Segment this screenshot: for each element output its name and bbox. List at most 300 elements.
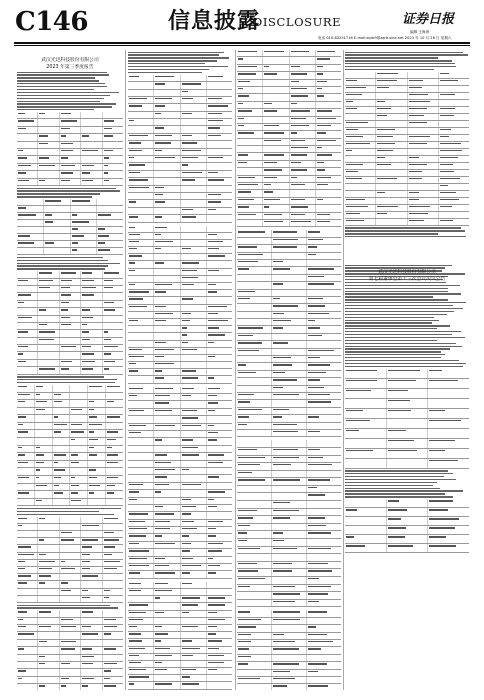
table-cell: [316, 190, 341, 196]
table-row: [128, 453, 232, 460]
table-cell: [60, 127, 81, 133]
table-cell: [81, 618, 102, 624]
table-cell: [60, 669, 81, 675]
table-cell: [103, 517, 123, 523]
table-cell: [81, 669, 102, 675]
table-cell: [307, 501, 341, 508]
table-cell: [60, 625, 81, 631]
table-cell: [154, 90, 180, 96]
table-row: [237, 72, 341, 79]
cell-text: [45, 214, 52, 215]
text-line: [17, 379, 117, 380]
cell-text: [273, 663, 299, 664]
text-line: [17, 193, 100, 194]
table-cell: [81, 279, 102, 285]
cell-text: [182, 91, 189, 92]
table-row: [237, 131, 341, 138]
table-cell: [272, 423, 307, 429]
cell-text: [291, 66, 300, 67]
table-cell: [17, 684, 38, 690]
company-name-1: 武汉光迅科技股份有限公司: [41, 58, 99, 63]
table-row: [128, 475, 232, 482]
table-row: [17, 164, 123, 171]
cell-text: [155, 402, 169, 403]
table-cell: [181, 82, 207, 88]
cell-text: [129, 157, 134, 158]
cell-text: [208, 633, 216, 634]
table-cell: [263, 117, 289, 123]
table-cell: [316, 124, 341, 130]
cell-text: [388, 430, 406, 431]
cell-text: [346, 390, 371, 391]
table-cell: [207, 534, 232, 540]
table-cell: [316, 87, 341, 93]
cell-text: [71, 500, 81, 501]
table-cell: [181, 387, 207, 393]
table-cell: [307, 662, 341, 668]
table-cell: [97, 220, 123, 226]
cell-text: [308, 685, 328, 686]
table-row: [128, 549, 232, 556]
table-cell: [307, 547, 341, 554]
table-cell: [181, 348, 207, 354]
cell-text: [82, 294, 94, 295]
cell-text: [291, 103, 297, 104]
cell-text: [107, 401, 113, 402]
contact-line: 电话 010-83251716 E-mail:zqrb9@zqrb.sina.net 2023 年 10 月 28 日 星期六: [318, 36, 452, 40]
table-row: [237, 190, 341, 197]
table-cell: [103, 531, 123, 537]
table-cell: [154, 119, 180, 125]
cell-text: [208, 320, 228, 321]
cell-text: [273, 619, 300, 620]
text-line: [345, 293, 461, 294]
table-cell: [60, 610, 81, 616]
table-cell: [307, 275, 341, 281]
cell-text: [317, 199, 323, 200]
cell-text: [346, 150, 352, 151]
table-cell: [207, 369, 232, 375]
table-cell: [128, 261, 154, 267]
cell-text: [107, 462, 117, 463]
table-cell: [290, 131, 316, 137]
table-cell: [237, 80, 263, 86]
table-cell: [345, 219, 376, 225]
table-cell: [128, 490, 154, 496]
table-cell: [207, 348, 232, 354]
cell-text: [155, 506, 163, 507]
table-cell: [181, 557, 207, 563]
table-row: [128, 438, 232, 445]
table-cell: [81, 360, 102, 366]
cell-text: [82, 656, 94, 657]
table-row: [345, 100, 469, 107]
table-row: [237, 677, 341, 684]
cell-text: [61, 346, 76, 347]
table-cell: [237, 50, 263, 56]
cell-text: [104, 678, 111, 679]
table-cell: [97, 234, 123, 240]
table-cell: [237, 531, 272, 538]
cell-text: [409, 164, 427, 165]
table-cell: [106, 446, 123, 453]
table-cell: [439, 114, 469, 120]
table-row: [17, 415, 123, 423]
table-cell: [290, 213, 316, 219]
cell-text: [18, 525, 22, 526]
cell-text: [273, 540, 284, 541]
table-row: [237, 260, 341, 267]
table-row: [128, 355, 232, 362]
table-row: [17, 134, 123, 141]
cell-text: [61, 287, 70, 288]
cell-text: [61, 626, 76, 627]
table-cell: [154, 312, 180, 318]
table-cell: [154, 348, 180, 354]
table-row: [345, 389, 469, 399]
cell-text: [155, 248, 161, 249]
text-line: [17, 72, 107, 73]
table-cell: [263, 205, 289, 211]
table-cell: [181, 527, 207, 533]
table-cell: [290, 94, 316, 100]
table-cell: [71, 234, 98, 240]
table-row: [237, 577, 341, 585]
cell-text: [155, 135, 172, 136]
table-cell: [272, 408, 307, 414]
table-cell: [207, 632, 232, 638]
cell-text: [54, 492, 63, 493]
table-cell: [35, 430, 53, 437]
text-line: [345, 60, 452, 61]
table-cell: [439, 72, 469, 78]
cell-text: [238, 350, 259, 351]
text-line: [128, 60, 217, 61]
table-row: [17, 684, 123, 690]
table-row: [128, 82, 232, 89]
table-row: [128, 75, 232, 82]
table-cell: [128, 186, 154, 192]
table-cell: [53, 423, 71, 430]
cell-text: [377, 101, 385, 102]
cell-text: [155, 150, 162, 151]
table-row: [17, 316, 123, 323]
cell-text: [377, 164, 390, 165]
cell-text: [291, 221, 311, 222]
table-cell: [70, 453, 88, 460]
table-cell: [376, 212, 407, 218]
cell-text: [273, 479, 300, 480]
table-cell: [128, 75, 154, 81]
cell-text: [308, 570, 332, 571]
table-cell: [181, 661, 207, 667]
table-cell: [53, 453, 71, 460]
table-cell: [181, 682, 207, 688]
cell-text: [39, 626, 50, 627]
cell-text: [18, 331, 28, 332]
table-row: [17, 545, 123, 552]
table-cell: [128, 453, 154, 459]
table-row: [237, 213, 341, 220]
table-cell: [60, 119, 81, 125]
cell-text: [71, 439, 75, 440]
cell-text: [182, 113, 193, 114]
cell-text: [317, 214, 330, 215]
cell-text: [155, 284, 172, 285]
cell-text: [82, 165, 94, 166]
cell-text: [440, 192, 456, 193]
table-row: [17, 677, 123, 684]
table-cell: [307, 478, 341, 485]
table-row: [237, 176, 341, 183]
cell-text: [208, 604, 226, 605]
cell-text: [182, 410, 198, 411]
cell-text: [18, 633, 34, 634]
cell-text: [89, 477, 97, 478]
cell-text: [104, 287, 114, 288]
table-row: [237, 198, 341, 205]
table-cell: [128, 505, 154, 511]
cell-text: [18, 353, 23, 354]
cell-text: [264, 103, 272, 104]
cell-text: [273, 510, 299, 511]
table-cell: [35, 476, 53, 483]
table-cell: [17, 156, 38, 162]
text-line: [128, 72, 202, 73]
table-cell: [307, 297, 341, 303]
table-cell: [237, 326, 272, 332]
table-cell: [439, 100, 469, 106]
table-cell: [439, 149, 469, 155]
cell-text: [89, 439, 97, 440]
table-cell: [237, 386, 272, 392]
table-cell: [263, 176, 289, 182]
cell-text: [182, 248, 192, 249]
cell-text: [388, 380, 416, 381]
cell-text: [98, 228, 105, 229]
table-cell: [17, 241, 44, 247]
cell-text: [61, 539, 74, 540]
cell-text: [71, 454, 78, 455]
cell-text: [155, 662, 162, 663]
table-cell: [128, 557, 154, 563]
cell-text: [238, 517, 253, 518]
cell-text: [54, 416, 58, 417]
cell-text: [273, 268, 290, 269]
table-cell: [207, 654, 232, 660]
text-line: [17, 89, 94, 90]
table-cell: [17, 647, 38, 653]
cell-text: [208, 334, 225, 335]
table-row: [128, 200, 232, 207]
cell-text: [317, 177, 331, 178]
table-cell: [207, 557, 232, 563]
table-cell: [60, 323, 81, 329]
table-row: [237, 448, 341, 456]
table-cell: [439, 156, 469, 162]
text-line: [17, 74, 109, 75]
cell-text: [429, 370, 441, 371]
table-cell: [103, 316, 123, 322]
cell-text: [208, 377, 214, 378]
table-cell: [17, 415, 35, 422]
table-row: [128, 233, 232, 240]
cell-text: [89, 401, 94, 402]
cell-text: [264, 154, 284, 155]
table-cell: [237, 312, 272, 318]
table-cell: [428, 439, 469, 448]
table-cell: [290, 146, 316, 152]
table-row: [128, 149, 232, 156]
table-row: [237, 633, 341, 640]
cell-text: [208, 410, 215, 411]
cell-text: [155, 521, 170, 522]
cell-text: [129, 150, 142, 151]
cell-text: [208, 640, 223, 641]
table-cell: [307, 363, 341, 369]
cell-text: [82, 648, 92, 649]
cell-text: [82, 590, 87, 591]
text-line: [17, 109, 94, 110]
cell-text: [440, 129, 451, 130]
cell-text: [104, 302, 114, 303]
table-row: [237, 378, 341, 385]
cell-text: [82, 361, 95, 362]
table-cell: [17, 560, 38, 566]
cell-text: [429, 545, 456, 546]
cell-text: [346, 94, 362, 95]
table-cell: [60, 271, 81, 277]
cell-text: [346, 545, 365, 546]
table-cell: [263, 131, 289, 137]
table-cell: [128, 571, 154, 577]
table-row: [237, 486, 341, 494]
cell-text: [377, 87, 389, 88]
cell-text: [72, 221, 89, 222]
table-cell: [81, 625, 102, 631]
text-line: [128, 66, 228, 67]
table-row: [17, 531, 123, 538]
table-cell: [316, 57, 341, 63]
table-row: [237, 554, 341, 562]
table-cell: [207, 319, 232, 325]
table-cell: [103, 625, 123, 631]
table-cell: [181, 369, 207, 375]
cell-text: [72, 200, 91, 201]
table-cell: [17, 393, 35, 400]
table-row: [17, 248, 123, 255]
cell-text: [182, 648, 201, 649]
cell-text: [61, 678, 69, 679]
cell-text: [36, 477, 40, 478]
table-cell: [408, 142, 439, 148]
table-cell: [71, 248, 98, 254]
table-row: [345, 517, 469, 526]
table-cell: [154, 453, 180, 459]
cell-text: [155, 583, 167, 584]
text-line: [345, 302, 466, 303]
table-cell: [207, 490, 232, 496]
table-cell: [207, 186, 232, 192]
cell-text: [264, 199, 279, 200]
table-cell: [387, 449, 429, 458]
cell-text: [155, 626, 162, 627]
table-cell: [272, 430, 307, 436]
cell-text: [82, 561, 90, 562]
table-cell: [154, 668, 180, 674]
cell-text: [182, 683, 200, 684]
table-cell: [181, 269, 207, 275]
table-cell: [38, 127, 59, 133]
table-cell: [17, 625, 38, 631]
table-cell: [38, 640, 59, 646]
table-row: [128, 527, 232, 534]
cell-text: [208, 626, 218, 627]
table-cell: [181, 97, 207, 103]
table-cell: [81, 574, 102, 580]
cell-text: [129, 349, 142, 350]
table-cell: [439, 163, 469, 169]
table-cell: [272, 501, 307, 508]
table-cell: [272, 319, 307, 325]
text-line: [345, 366, 463, 367]
table-cell: [128, 611, 154, 617]
table-cell: [428, 389, 469, 398]
cell-text: [346, 87, 366, 88]
cell-text: [273, 246, 297, 247]
cell-text: [155, 439, 162, 440]
table-cell: [154, 639, 180, 645]
cell-text: [82, 568, 90, 569]
table-cell: [290, 161, 316, 167]
table-cell: [103, 545, 123, 551]
table-cell: [60, 316, 81, 322]
table-cell: [128, 424, 154, 430]
cell-text: [155, 370, 162, 371]
table-cell: [345, 212, 376, 218]
table-cell: [387, 517, 429, 525]
table-cell: [207, 156, 232, 162]
cell-text: [238, 578, 265, 579]
table-cell: [81, 655, 102, 661]
table-cell: [207, 119, 232, 125]
cell-text: [264, 162, 276, 163]
table-cell: [154, 333, 180, 339]
cell-text: [208, 270, 219, 271]
cell-text: [208, 120, 223, 121]
table-cell: [17, 553, 38, 559]
table-cell: [207, 520, 232, 526]
table-cell: [307, 562, 341, 569]
table-cell: [237, 117, 263, 123]
table-cell: [181, 475, 207, 481]
table-cell: [60, 553, 81, 559]
cell-text: [208, 565, 220, 566]
cell-text: [182, 558, 194, 559]
table-cell: [272, 625, 307, 631]
cell-text: [238, 231, 265, 232]
cell-text: [104, 568, 117, 569]
cell-text: [238, 162, 247, 163]
text-line: [345, 236, 466, 237]
cell-text: [291, 118, 306, 119]
table-cell: [70, 499, 88, 506]
table-row: [128, 240, 232, 247]
column-1-body: [17, 50, 123, 690]
table-cell: [128, 97, 154, 103]
cell-text: [291, 184, 306, 185]
table-cell: [103, 352, 123, 358]
